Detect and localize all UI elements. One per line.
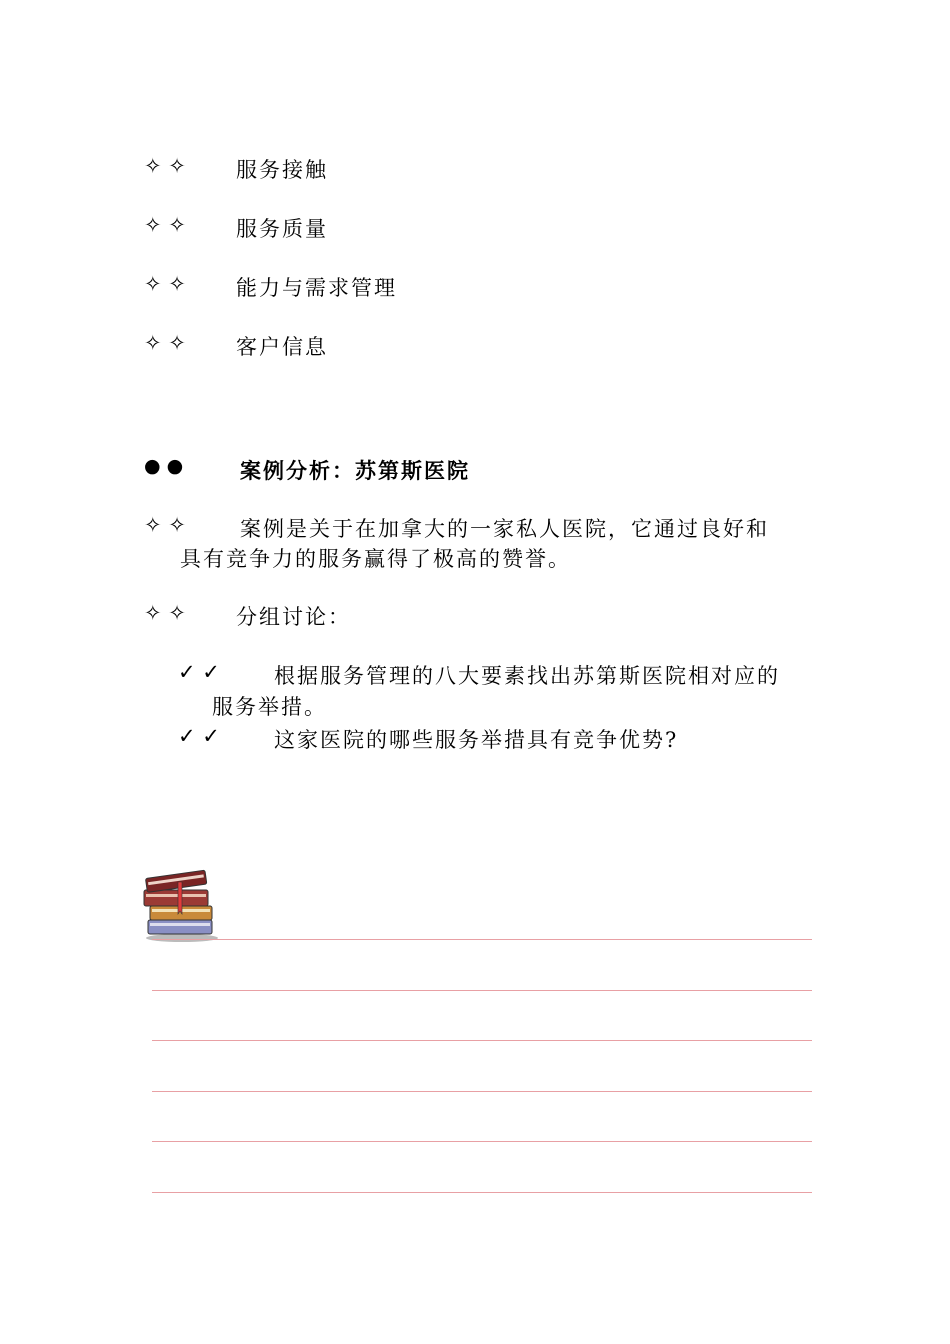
discussion-label: 分组讨论： [236, 605, 351, 629]
case-heading: 案例分析：苏第斯医院 [240, 458, 470, 483]
rule-line [152, 939, 812, 940]
item-text: 客户信息 [236, 335, 328, 359]
bullet-icon: ✧ ✧ [144, 154, 186, 178]
question-line1: 根据服务管理的八大要素找出苏第斯医院相对应的 [274, 664, 780, 688]
case-desc-line2: 具有竞争力的服务赢得了极高的赞誉。 [180, 547, 571, 571]
rule-line [152, 1141, 812, 1142]
bullet-icon: ✧ ✧ [144, 601, 186, 625]
bullet-icon: ✧ ✧ [144, 213, 186, 237]
bullet-dot-icon: ● ● [144, 455, 184, 477]
rule-line [152, 1091, 812, 1092]
bullet-icon: ✧ ✧ [144, 331, 186, 355]
case-desc-line1: 案例是关于在加拿大的一家私人医院，它通过良好和 [240, 517, 769, 541]
rule-line [152, 1040, 812, 1041]
checkmark-icon: ✓ ✓ [178, 724, 220, 748]
item-text: 服务接触 [236, 158, 328, 182]
item-text: 能力与需求管理 [236, 276, 397, 300]
question-line2: 服务举措。 [212, 695, 327, 719]
bullet-icon: ✧ ✧ [144, 513, 186, 537]
rule-line [152, 990, 812, 991]
rule-line [152, 1192, 812, 1193]
item-text: 服务质量 [236, 217, 328, 241]
books-icon [138, 868, 222, 944]
question-line1: 这家医院的哪些服务举措具有竞争优势? [274, 728, 679, 752]
checkmark-icon: ✓ ✓ [178, 660, 220, 684]
bullet-icon: ✧ ✧ [144, 272, 186, 296]
